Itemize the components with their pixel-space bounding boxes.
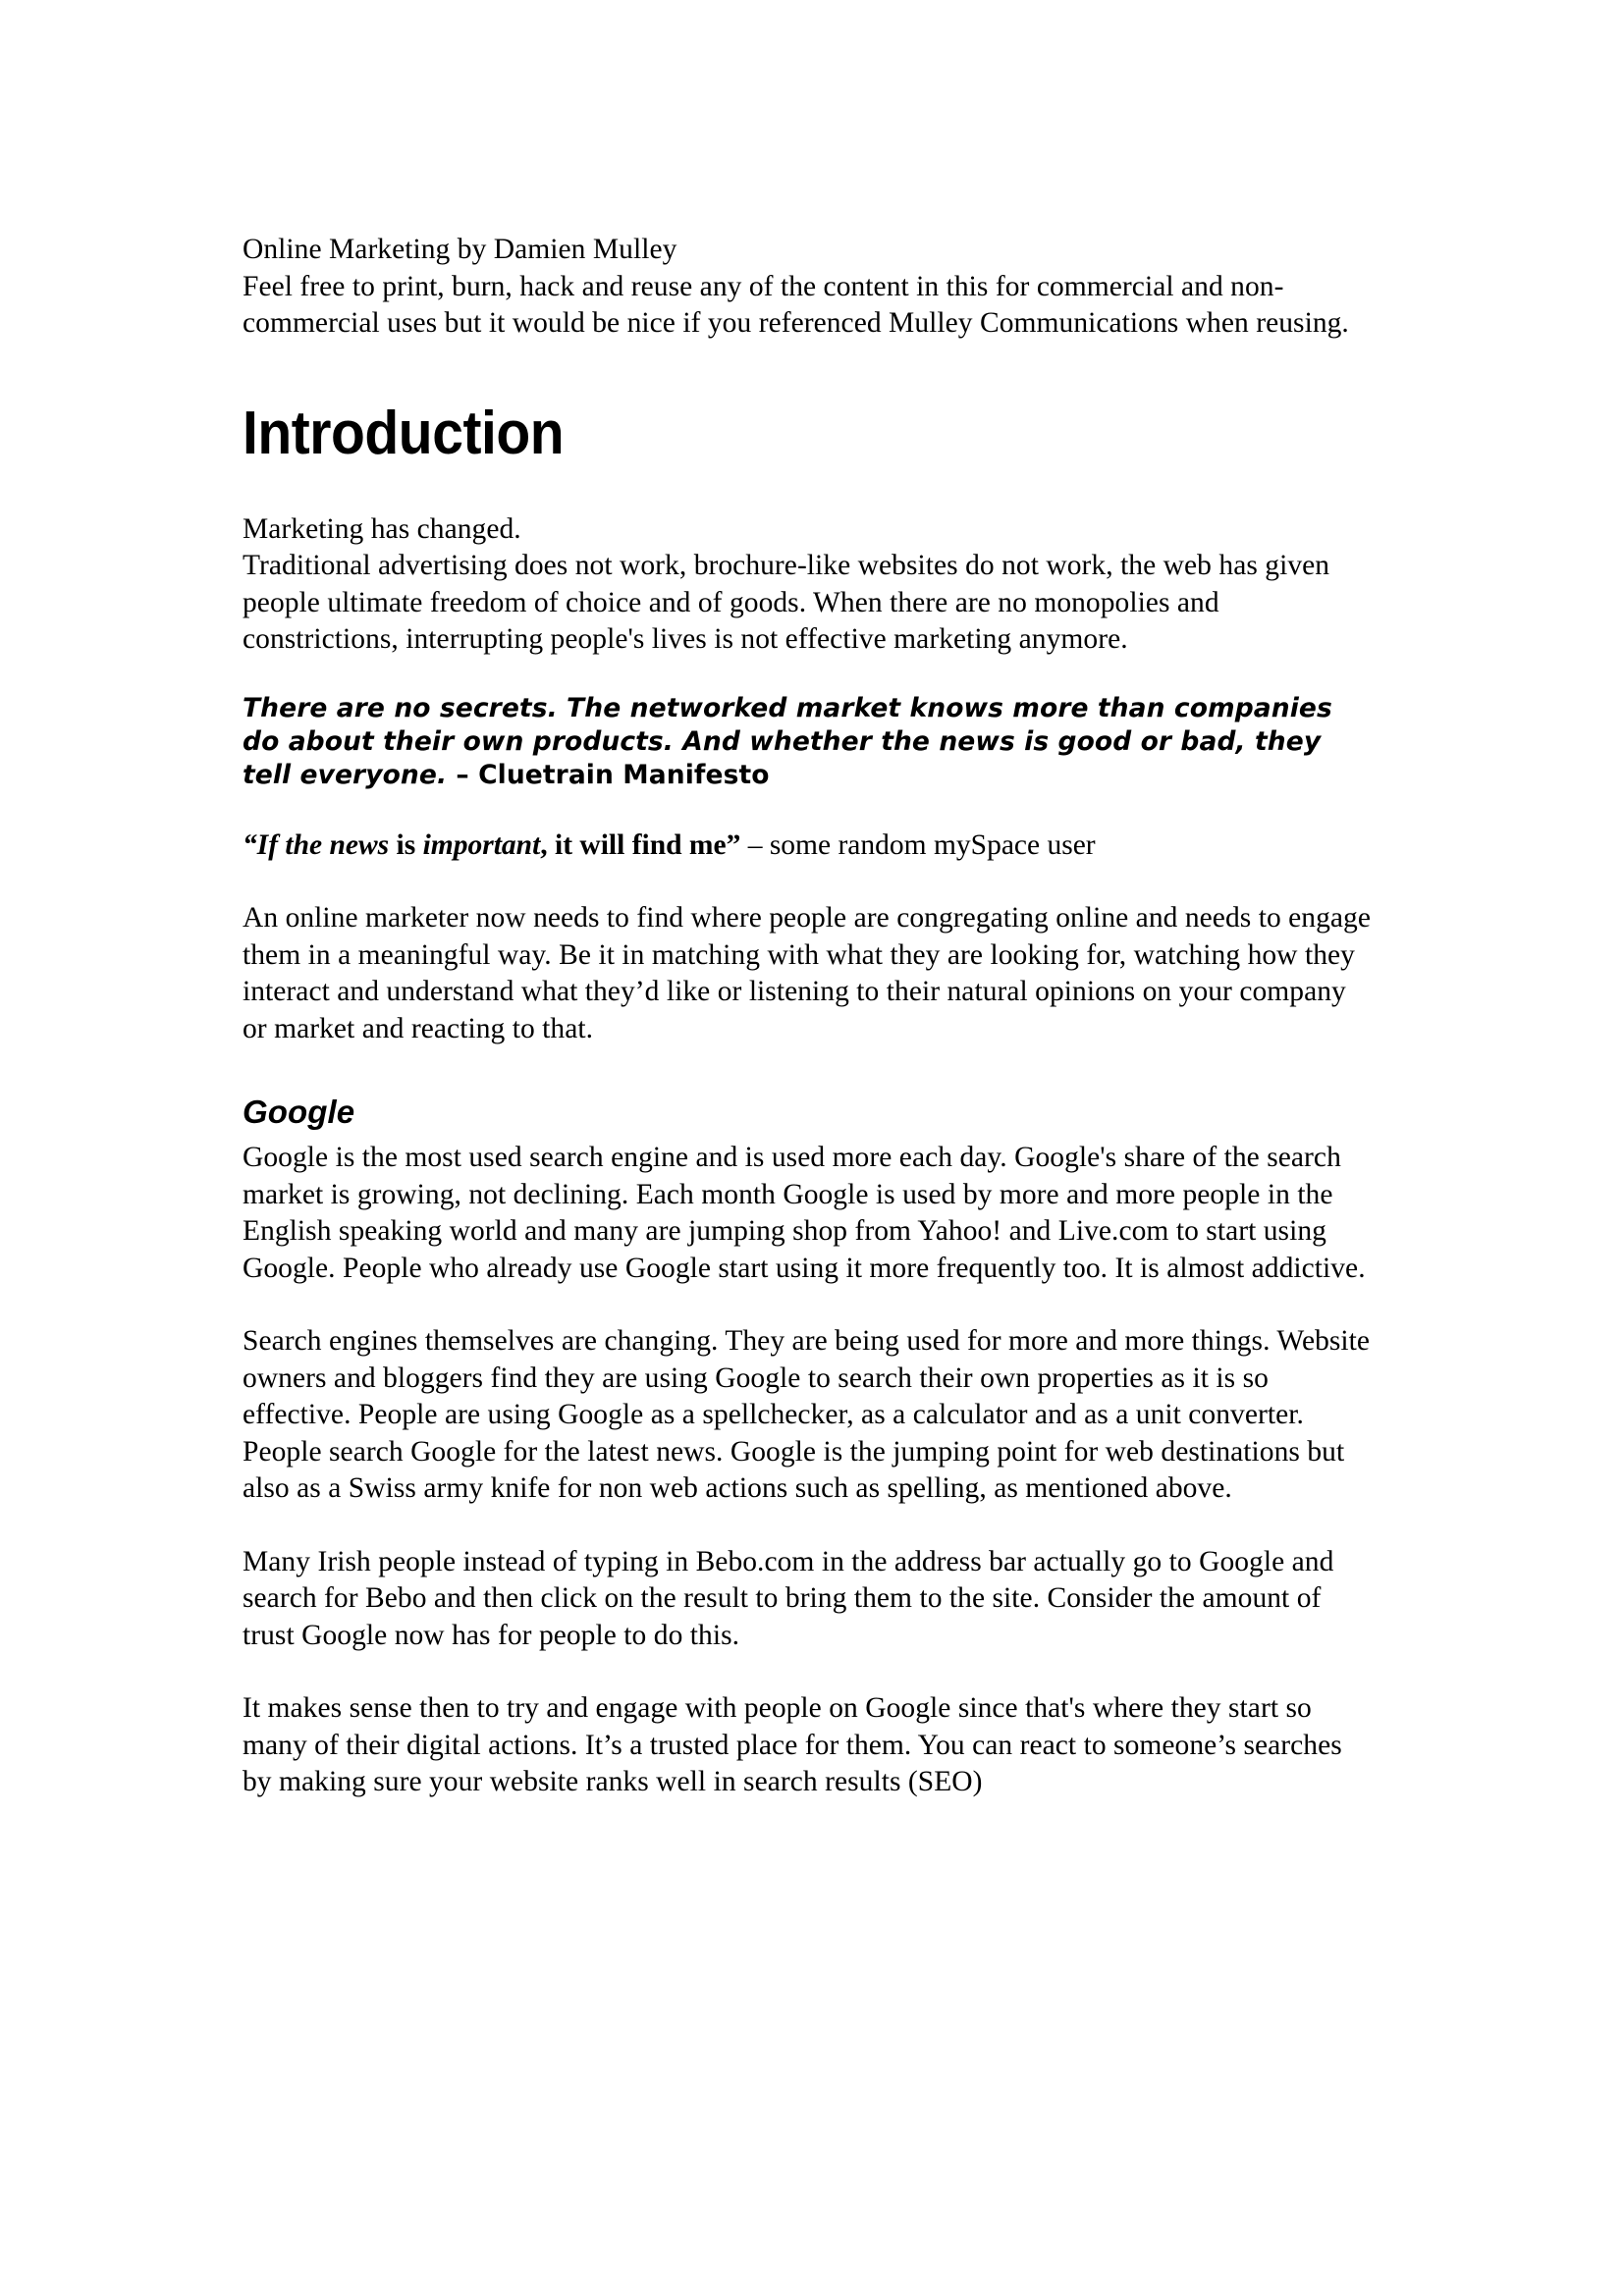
google-paragraph-2: Search engines themselves are changing. They are being used for more and more things. Website owners and bloggers find they are using Google to search their own properties as it is so effective. People are using Google as a spellchecker, as a calculator and as a unit converter. People search Google for the latest news. Google is the jumping point for web destinations but also as a Swiss army knife for non web actions such as spelling, as mentioned above. — [243, 1325, 1371, 1504]
intro-paragraph-1: Traditional advertising does not work, brochure-like websites do not work, the web has given people ultimate freedom of choice and of goods. When there are no monopolies and constrictions, interrupting people's lives is not effective marketing anymore. — [243, 550, 1330, 655]
inline-quote-part-4: , it will find me” — [540, 828, 741, 861]
document-content — [243, 232, 1377, 1801]
colophon-byline: Online Marketing by Damien Mulley — [243, 234, 677, 265]
inline-quote-part-3: important — [422, 828, 541, 861]
google-heading-wrap — [243, 1093, 1377, 1132]
pull-quote-block — [243, 692, 1377, 792]
introduction-heading-wrap — [243, 400, 1377, 468]
pull-quote-attribution: – Cluetrain Manifesto — [447, 759, 770, 790]
intro-lead-line: Marketing has changed. — [243, 512, 521, 545]
google-paragraph-4: It makes sense then to try and engage with people on Google since that's where they start so many of their digital actions. It’s a trusted place for them. You can react to someone’s searches by making sure your website ranks well in search results (SEO) — [243, 1692, 1342, 1797]
intro-paragraph-2: An online marketer now needs to find where people are congregating online and needs to engage them in a meaningful way. Be it in matching with what they are looking for, watching how they interact and understand what they’d like or listening to their natural opinions on your company or market and reacting to that. — [243, 902, 1371, 1044]
colophon-license: Feel free to print, burn, hack and reuse any of the content in this for commercial and non-commercial uses but it would be nice if you referenced Mulley Communications when reusing. — [243, 270, 1349, 339]
inline-quote-block — [243, 828, 1377, 865]
google-paragraph-1: Google is the most used search engine and is used more each day. Google's share of the search market is growing, not declining. Each month Google is used by more and more people in the English speaking world and many are jumping shop from Yahoo! and Live.com to start using Google. People who already use Google start using it more frequently too. It is almost addictive. — [243, 1142, 1366, 1284]
page-title-introduction: Introduction — [243, 399, 565, 467]
inline-quote-attribution: – some random mySpace user — [740, 828, 1096, 861]
google-paragraph-3: Many Irish people instead of typing in Bebo.com in the address bar actually go to Google and search for Bebo and then click on the result to bring them to the site. Consider the amount of trust Google now has for people to do this. — [243, 1545, 1334, 1651]
inline-quote-part-1: “If the news — [243, 828, 390, 861]
pull-quote-text: There are no secrets. The networked market knows more than companies do about their own products. And whether the news is good or bad, they tell everyone. — [243, 692, 1332, 790]
pull-quote — [243, 692, 1377, 792]
inline-quote-part-2: is — [389, 828, 423, 861]
inline-quote — [243, 828, 1377, 865]
colophon-block — [243, 232, 1377, 343]
section-heading-google: Google — [243, 1094, 355, 1130]
